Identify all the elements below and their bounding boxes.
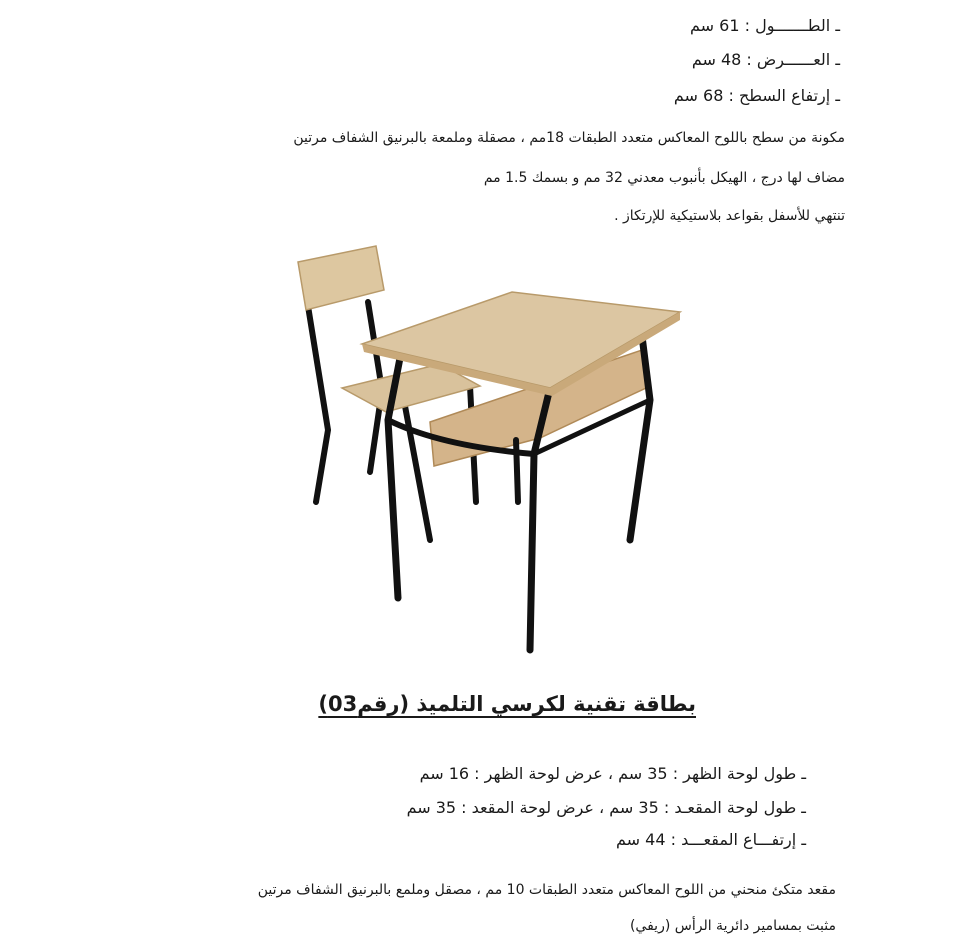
chair-description-line-1: مقعد متكئ منحني من اللوح المعاكس متعدد الطبقات 10 مم ، مصقل وملمع بالبرنيق الشفاف مرتين — [257, 882, 836, 898]
desk-spec-width: ـ العــــــرض : 48 سم — [691, 50, 840, 69]
desk-chair-photo — [290, 240, 690, 660]
chair-spec-seat-height: ـ إرتفـــاع المقعـــد : 44 سم — [616, 830, 806, 849]
desk-spec-height: ـ إرتفاع السطح : 68 سم — [673, 86, 840, 105]
desk-spec-length: ـ الطـــــــول : 61 سم — [690, 16, 840, 35]
desk-description-line-2: مضاف لها درج ، الهيكل بأنبوب معدني 32 مم و بسمك 1.5 مم — [483, 170, 845, 186]
chair-spec-backrest: ـ طول لوحة الظهر : 35 سم ، عرض لوحة الظهر : 16 سم — [419, 764, 806, 783]
chair-description-line-2: مثبت بمسامير دائرية الرأس (ريفي) — [629, 918, 836, 934]
chair-back-leg-left — [308, 306, 328, 502]
desk-description-line-3: تنتهي للأسفل بقواعد بلاستيكية للإرتكاز . — [614, 208, 845, 224]
desk-description-line-1: مكونة من سطح باللوح المعاكس متعدد الطبقات 18مم ، مصقلة وملمعة بالبرنيق الشفاف مرتين — [293, 130, 845, 146]
chair-backrest — [298, 246, 384, 310]
chair-spec-seat: ـ طول لوحة المقعـد : 35 سم ، عرض لوحة المقعد : 35 سم — [406, 798, 806, 817]
chair-card-title: بطاقة تقنية لكرسي التلميذ (رقم03) — [318, 692, 696, 716]
